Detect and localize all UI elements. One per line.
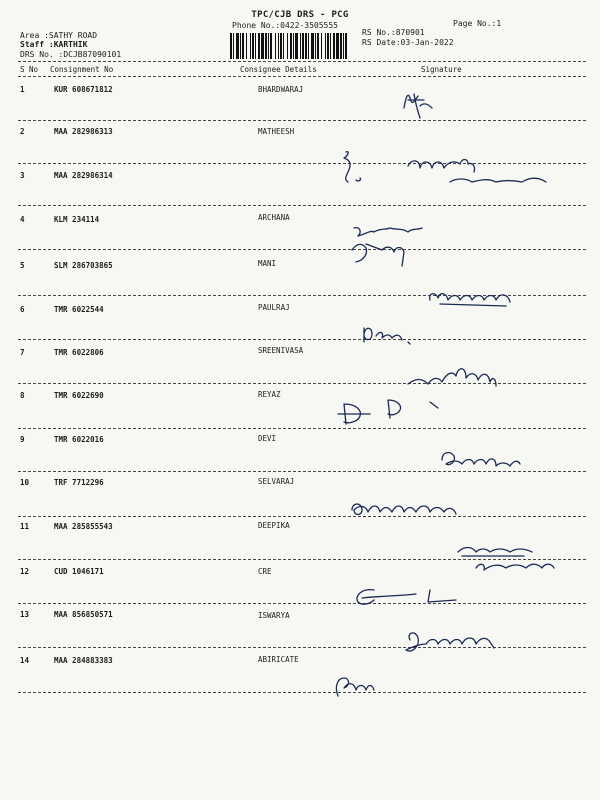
row-consignee: CRE xyxy=(258,567,272,576)
row-consignee: ARCHANA xyxy=(258,213,290,222)
row-divider xyxy=(18,647,586,648)
signature-image xyxy=(350,584,460,612)
row-sno: 7 xyxy=(20,348,25,357)
row-sno: 4 xyxy=(20,215,25,224)
signature-image xyxy=(404,356,504,392)
signature-image xyxy=(454,542,564,576)
row-consignment: KUR 608671812 xyxy=(54,85,113,94)
signature-image xyxy=(346,220,426,272)
signature-image xyxy=(328,670,388,702)
row-consignee: PAULRAJ xyxy=(258,303,290,312)
column-header-consignment: Consignment No xyxy=(50,65,114,74)
page-number: Page No.:1 xyxy=(453,19,502,28)
signature-image xyxy=(358,322,418,346)
row-consignee: DEVI xyxy=(258,434,277,443)
row-consignment: MAA 282986313 xyxy=(54,127,113,136)
row-sno: 8 xyxy=(20,391,25,400)
row-sno: 11 xyxy=(20,522,30,531)
row-sno: 12 xyxy=(20,567,30,576)
column-header-signature: Signature xyxy=(421,65,462,74)
row-consignee: ISWARYA xyxy=(258,611,290,620)
row-consignment: MAA 285855543 xyxy=(54,522,113,531)
row-sno: 10 xyxy=(20,478,30,487)
row-consignee: DEEPIKA xyxy=(258,521,290,530)
row-consignee: SREENIVASA xyxy=(258,346,304,355)
row-divider xyxy=(18,249,586,250)
row-consignee: ABIRICATE xyxy=(258,655,299,664)
row-sno: 1 xyxy=(20,85,25,94)
signature-image xyxy=(346,494,466,522)
row-divider xyxy=(18,428,586,429)
row-sno: 2 xyxy=(20,127,25,136)
document-title: TPC/CJB DRS - PCG xyxy=(251,10,349,20)
row-sno: 9 xyxy=(20,435,25,444)
signature-image xyxy=(400,626,500,660)
phone-number: Phone No.:0422-3505555 xyxy=(232,21,338,30)
divider xyxy=(18,76,586,77)
row-consignee: MANI xyxy=(258,259,277,268)
row-consignment: TMR 6022544 xyxy=(54,305,104,314)
column-header-consignee: Consignee Details xyxy=(240,65,317,74)
row-sno: 3 xyxy=(20,171,25,180)
row-sno: 14 xyxy=(20,656,30,665)
row-consignment: KLM 234114 xyxy=(54,215,100,224)
row-sno: 6 xyxy=(20,305,25,314)
rs-date: RS Date:03-Jan-2022 xyxy=(362,38,454,47)
row-consignment: SLM 286703865 xyxy=(54,261,113,270)
signature-image xyxy=(436,446,526,474)
row-consignment: MAA 282986314 xyxy=(54,171,113,180)
row-divider xyxy=(18,339,586,340)
signature-image xyxy=(336,146,556,196)
row-consignment: TMR 6022806 xyxy=(54,348,104,357)
column-header-sno: S No xyxy=(20,65,39,74)
row-sno: 5 xyxy=(20,261,25,270)
row-consignee: REYAZ xyxy=(258,390,281,399)
staff-label: Staff :KARTHIK xyxy=(20,40,88,49)
row-divider xyxy=(18,692,586,693)
row-sno: 13 xyxy=(20,610,30,619)
barcode xyxy=(230,33,350,59)
row-consignment: MAA 284883383 xyxy=(54,656,113,665)
row-consignee: BHARDWARAJ xyxy=(258,85,304,94)
signature-image xyxy=(398,88,438,120)
signature-image xyxy=(334,396,444,430)
row-divider xyxy=(18,120,586,121)
row-consignment: CUD 1046171 xyxy=(54,567,104,576)
drs-number: DRS No. :DCJB87090101 xyxy=(20,50,122,59)
area-label: Area :SATHY ROAD xyxy=(20,31,98,40)
row-divider xyxy=(18,516,586,517)
row-consignment: TRF 7712296 xyxy=(54,478,104,487)
row-consignment: TMR 6022690 xyxy=(54,391,104,400)
row-consignee: SELVARAJ xyxy=(258,477,295,486)
row-divider xyxy=(18,205,586,206)
row-consignment: TMR 6022016 xyxy=(54,435,104,444)
divider xyxy=(18,61,586,62)
signature-image xyxy=(420,286,520,310)
row-consignee: MATHEESH xyxy=(258,127,295,136)
rs-number: RS No.:870901 xyxy=(362,28,425,37)
row-consignment: MAA 856850571 xyxy=(54,610,113,619)
row-divider xyxy=(18,603,586,604)
